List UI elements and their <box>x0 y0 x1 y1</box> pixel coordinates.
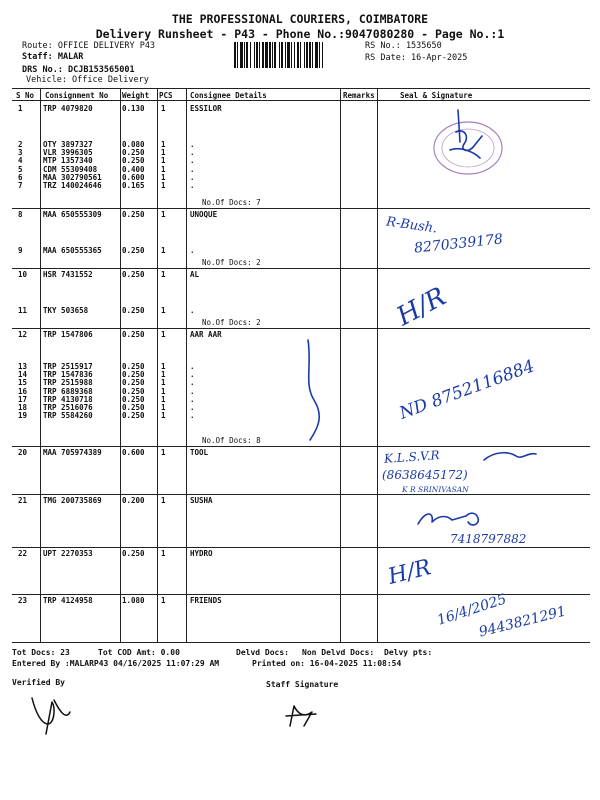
table-header-rule <box>12 100 590 101</box>
office-seal-stamp <box>420 106 520 178</box>
barcode-bar <box>279 42 280 68</box>
col-header-weight: Weight <box>122 91 150 100</box>
group-doc-count: No.Of Docs: 8 <box>202 436 261 445</box>
row-weight: 0.600 <box>122 172 145 182</box>
row-sno: 8 <box>18 210 23 219</box>
col-divider <box>157 88 158 642</box>
row-consignment-no: CDM 55309408 <box>43 164 98 174</box>
runsheet-title: Delivery Runsheet - P43 - Phone No.:9047080280 - Page No.:1 <box>95 27 505 41</box>
barcode-bar <box>304 42 305 68</box>
row-weight: 0.250 <box>122 378 145 388</box>
row-pcs: 1 <box>161 156 166 166</box>
total-cod-amount: Tot COD Amt: 0.00 <box>98 648 180 657</box>
row-consignee: SUSHA <box>190 496 213 505</box>
barcode-image <box>232 42 360 68</box>
barcode-bar <box>291 42 292 68</box>
row-consignment-no: TRP 2515917 <box>43 362 93 371</box>
row-pcs: 1 <box>161 394 166 404</box>
row-sno: 4 <box>18 156 23 166</box>
group-divider <box>12 446 590 447</box>
row-consignee: TOOL <box>190 448 209 457</box>
handwritten-hr-mark: H/R <box>391 281 452 333</box>
row-weight: 0.250 <box>122 156 145 166</box>
row-consignment-no: TRP 5584260 <box>43 411 93 421</box>
row-pcs: 1 <box>161 306 166 315</box>
row-weight: 0.250 <box>122 386 145 396</box>
row-consignment-no: MAA 650555365 <box>43 246 102 255</box>
staff-signature-label: Staff Signature <box>266 680 339 689</box>
row-pcs: 1 <box>161 140 166 149</box>
row-weight: 0.250 <box>122 246 145 255</box>
row-pcs: 1 <box>161 496 166 505</box>
company-title: THE PROFESSIONAL COURIERS, COIMBATORE <box>171 12 429 26</box>
row-consignee: . <box>190 378 195 388</box>
handwritten-receiver-phone: ND 8752116884 <box>396 356 538 424</box>
barcode-bar <box>246 42 248 68</box>
row-sno: 19 <box>18 411 28 421</box>
row-weight: 0.600 <box>122 448 145 457</box>
row-pcs: 1 <box>161 448 166 457</box>
row-pcs: 1 <box>161 549 166 558</box>
col-divider <box>40 88 41 642</box>
row-consignee: . <box>190 181 195 190</box>
row-consignment-no: TRP 1547836 <box>43 370 93 380</box>
row-consignee: UNOQUE <box>190 210 218 219</box>
row-weight: 1.080 <box>122 596 145 605</box>
barcode-bar <box>244 42 245 68</box>
staff-signature <box>282 700 322 730</box>
col-header-sno: S No <box>16 91 35 100</box>
barcode-bar <box>234 42 236 68</box>
row-consignee: . <box>190 386 195 396</box>
row-consignment-no: MAA 650555309 <box>43 210 102 219</box>
receiver-signature <box>412 506 502 534</box>
row-sno: 20 <box>18 448 28 457</box>
col-divider <box>186 88 187 642</box>
row-sno: 12 <box>18 330 28 339</box>
delivery-points: Delvy pts: <box>384 648 433 657</box>
col-divider <box>377 88 378 642</box>
row-consignment-no: UPT 2270353 <box>43 549 93 558</box>
barcode-bar <box>254 42 255 68</box>
row-weight: 0.250 <box>122 549 145 558</box>
row-sno: 11 <box>18 306 28 315</box>
col-header-consignment: Consignment No <box>45 91 109 100</box>
handwritten-receiver-fullname: K R SRINIVASAN <box>402 485 469 494</box>
row-weight: 0.250 <box>122 370 145 380</box>
row-sno: 23 <box>18 596 28 605</box>
row-sno: 10 <box>18 270 28 279</box>
staff-text: Staff: MALAR <box>22 52 84 62</box>
row-sno: 2 <box>18 140 23 149</box>
row-pcs: 1 <box>161 270 166 279</box>
row-weight: 0.165 <box>122 181 145 190</box>
barcode-bar <box>315 42 318 68</box>
handwritten-receiver-number: (8638645172) <box>382 468 468 482</box>
group-divider <box>12 328 590 329</box>
row-consignee: . <box>190 148 195 158</box>
barcode-bar <box>272 42 273 68</box>
group-divider <box>12 494 590 495</box>
row-pcs: 1 <box>161 378 166 388</box>
row-pcs: 1 <box>161 362 166 371</box>
rs-date: RS Date: 16-Apr-2025 <box>365 53 468 63</box>
barcode-bar <box>269 42 271 68</box>
row-pcs: 1 <box>161 403 166 412</box>
non-delivered-docs: Non Delvd Docs: <box>302 648 375 657</box>
row-pcs: 1 <box>161 246 166 255</box>
row-consignee: ESSILOR <box>190 104 222 113</box>
handwritten-receiver-name: R-Bush. <box>385 214 439 237</box>
row-weight: 0.250 <box>122 394 145 404</box>
row-weight: 0.250 <box>122 306 145 315</box>
row-sno: 3 <box>18 148 23 158</box>
printed-on: Printed on: 16-04-2025 11:08:54 <box>252 659 402 668</box>
group-doc-count: No.Of Docs: 2 <box>202 258 261 267</box>
row-sno: 13 <box>18 362 28 371</box>
row-pcs: 1 <box>161 411 166 421</box>
row-sno: 6 <box>18 172 23 182</box>
row-consignee: . <box>190 394 195 404</box>
row-weight: 0.250 <box>122 210 145 219</box>
row-sno: 14 <box>18 370 28 380</box>
barcode-bar <box>250 42 251 68</box>
row-weight: 0.250 <box>122 362 145 371</box>
row-pcs: 1 <box>161 210 166 219</box>
barcode-bar <box>309 42 311 68</box>
handwritten-receiver-code: K.L.S.V.R <box>383 448 441 466</box>
group-divider <box>12 268 590 269</box>
row-pcs: 1 <box>161 596 166 605</box>
row-consignment-no: MAA 302790561 <box>43 172 102 182</box>
row-weight: 0.200 <box>122 496 145 505</box>
signature-stroke <box>480 448 540 466</box>
barcode-bar <box>322 42 323 68</box>
row-consignment-no: TRP 2516076 <box>43 403 93 412</box>
row-pcs: 1 <box>161 148 166 158</box>
barcode-bar <box>306 42 308 68</box>
row-pcs: 1 <box>161 104 166 113</box>
row-pcs: 1 <box>161 172 166 182</box>
handwritten-mobile: 7418797882 <box>450 532 527 546</box>
row-consignee: AAR AAR <box>190 330 222 339</box>
row-weight: 0.400 <box>122 164 145 174</box>
barcode-bar <box>285 42 286 68</box>
rs-number: RS No.: 1535650 <box>365 41 442 51</box>
barcode-bar <box>240 42 243 68</box>
row-consignee: . <box>190 172 195 182</box>
bracket-scribble <box>300 336 340 446</box>
row-consignment-no: TMG 200735869 <box>43 496 102 505</box>
barcode-bar <box>312 42 313 68</box>
col-header-consignee: Consignee Details <box>190 91 267 100</box>
row-consignment-no: OTY 3897327 <box>43 140 93 149</box>
row-consignment-no: TKY 503658 <box>43 306 89 315</box>
barcode-bar <box>297 42 299 68</box>
barcode-bar <box>262 42 264 68</box>
row-consignment-no: TRP 4079820 <box>43 104 93 113</box>
total-docs: Tot Docs: 23 <box>12 648 70 657</box>
row-weight: 0.250 <box>122 330 145 339</box>
row-weight: 0.130 <box>122 104 145 113</box>
row-consignee: . <box>190 362 195 371</box>
row-consignee: HYDRO <box>190 549 213 558</box>
row-consignee: . <box>190 156 195 166</box>
row-consignment-no: MTP 1357340 <box>43 156 93 166</box>
barcode-bar <box>259 42 260 68</box>
barcode-bar <box>265 42 268 68</box>
row-pcs: 1 <box>161 330 166 339</box>
handwritten-phone: 8270339178 <box>413 231 504 257</box>
row-weight: 0.080 <box>122 140 145 149</box>
row-consignment-no: HSR 7431552 <box>43 270 93 279</box>
group-divider <box>12 547 590 548</box>
row-weight: 0.250 <box>122 403 145 412</box>
route-text: Route: OFFICE DELIVERY P43 <box>22 41 156 51</box>
row-pcs: 1 <box>161 181 166 190</box>
table-bottom-rule <box>12 642 590 643</box>
row-consignment-no: TRP 4130718 <box>43 394 93 404</box>
delivered-docs: Delvd Docs: <box>236 648 289 657</box>
row-consignment-no: TRP 4124958 <box>43 596 93 605</box>
row-sno: 21 <box>18 496 28 505</box>
barcode-bar <box>287 42 290 68</box>
col-header-pcs: PCS <box>159 91 173 100</box>
row-consignee: . <box>190 411 195 421</box>
drs-number: DRS No.: DCJB153565001 <box>22 65 135 75</box>
row-sno: 7 <box>18 181 23 190</box>
table-top-rule <box>12 88 590 89</box>
group-doc-count: No.Of Docs: 2 <box>202 318 261 327</box>
row-pcs: 1 <box>161 370 166 380</box>
row-consignee: . <box>190 403 195 412</box>
handwritten-hr-mark-2: H/R <box>385 555 434 590</box>
row-consignee: . <box>190 140 195 149</box>
row-consignment-no: TRZ 140024646 <box>43 181 102 190</box>
group-doc-count: No.Of Docs: 7 <box>202 198 261 207</box>
row-consignee: FRIENDS <box>190 596 222 605</box>
row-consignment-no: TRP 2515988 <box>43 378 93 388</box>
col-header-seal: Seal & Signature <box>400 91 473 100</box>
barcode-bar <box>300 42 301 68</box>
row-sno: 1 <box>18 104 23 113</box>
row-pcs: 1 <box>161 164 166 174</box>
vehicle-text: Vehicle: Office Delivery <box>26 75 149 85</box>
row-weight: 0.250 <box>122 411 145 421</box>
row-consignee: AL <box>190 270 200 279</box>
row-sno: 15 <box>18 378 28 388</box>
barcode-bar <box>319 42 320 68</box>
row-consignment-no: VLR 3996305 <box>43 148 93 158</box>
col-header-remarks: Remarks <box>343 91 375 100</box>
row-sno: 18 <box>18 403 28 412</box>
verified-by-label: Verified By <box>12 678 65 687</box>
row-weight: 0.250 <box>122 148 145 158</box>
row-consignee: . <box>190 164 195 174</box>
barcode-bar <box>237 42 238 68</box>
col-divider <box>340 88 341 642</box>
row-consignee: . <box>190 306 195 315</box>
barcode-bar <box>281 42 283 68</box>
barcode-bar <box>256 42 258 68</box>
verifier-signature <box>26 690 76 738</box>
row-sno: 16 <box>18 386 28 396</box>
row-sno: 22 <box>18 549 28 558</box>
col-divider <box>120 88 121 642</box>
row-consignee: . <box>190 246 195 255</box>
handwritten-contact: 9443821291 <box>477 603 568 641</box>
row-sno: 17 <box>18 394 28 404</box>
row-consignment-no: TRP 6889368 <box>43 386 93 396</box>
row-consignee: . <box>190 370 195 380</box>
group-divider <box>12 208 590 209</box>
barcode-bar <box>294 42 295 68</box>
row-sno: 9 <box>18 246 23 255</box>
handwritten-date: 16/4/2025 <box>435 591 509 629</box>
entered-by: Entered By :MALARP43 04/16/2025 11:07:29 AM <box>12 659 220 668</box>
barcode-bar <box>274 42 276 68</box>
row-consignment-no: TRP 1547806 <box>43 330 93 339</box>
row-pcs: 1 <box>161 386 166 396</box>
row-consignment-no: MAA 705974389 <box>43 448 102 457</box>
row-weight: 0.250 <box>122 270 145 279</box>
row-sno: 5 <box>18 164 23 174</box>
